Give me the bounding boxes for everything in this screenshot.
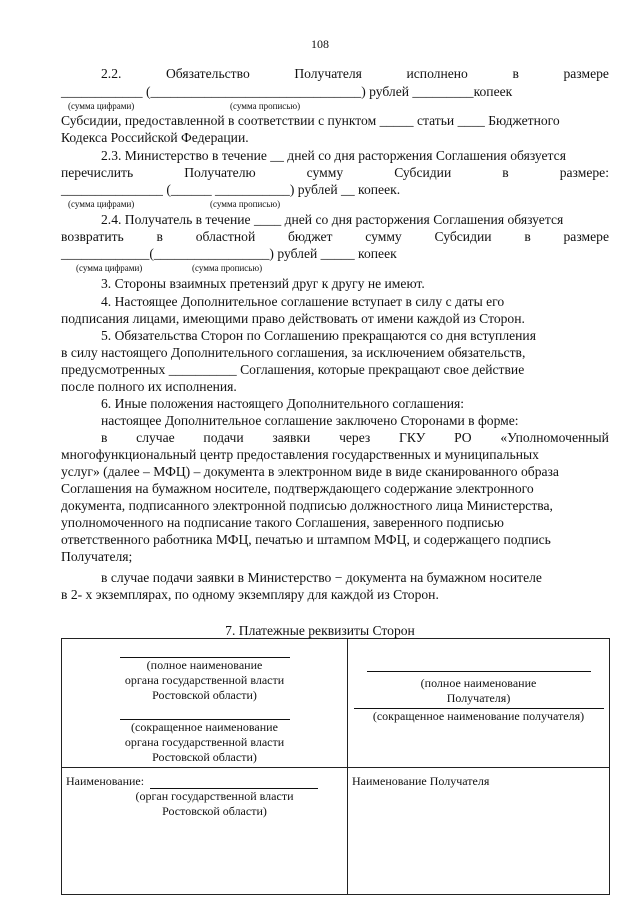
authority-full-name-caption: (полное наименование	[146, 658, 263, 672]
p5-line1: 5. Обязательства Сторон по Соглашению прекращаются со дня вступления	[101, 328, 536, 343]
p6-word: РО	[454, 430, 472, 445]
p6-word: «Уполномоченный	[500, 430, 609, 445]
p6-line1: 6. Иные положения настоящего Дополнительного соглашения:	[101, 396, 465, 411]
name-field-label: Наименование:	[66, 774, 145, 788]
recipient-full-name-caption: Получателя)	[446, 691, 511, 705]
authority-caption: (орган государственной власти	[135, 789, 294, 803]
p22-line4: Кодекса Российской Федерации.	[61, 130, 249, 145]
page-number: 108	[311, 37, 329, 51]
p6-line8: уполномоченного на подписание такого Соглашения, заверенного подписью	[61, 515, 504, 530]
p24-word: в	[156, 229, 163, 244]
p24-word: возвратить	[61, 229, 124, 244]
p6-word: случае	[136, 430, 175, 445]
caption-sum-digits: (сумма цифрами)	[76, 263, 143, 273]
p23-word: размере:	[559, 165, 609, 180]
p23-word: Субсидии	[394, 165, 452, 180]
authority-short-name-caption: Ростовской области)	[152, 750, 257, 764]
p24-line2	[61, 229, 609, 245]
p6-line12: в 2- х экземплярах, по одному экземпляру для каждой из Сторон.	[61, 587, 439, 602]
p23-word: Получателю	[184, 165, 256, 180]
p3-line: 3. Стороны взаимных претензий друг к другу не имеют.	[101, 276, 425, 291]
p6-word: через	[339, 430, 371, 445]
recipient-names-cell	[348, 639, 610, 768]
p6-word: подачи	[203, 430, 244, 445]
authority-full-name-caption: органа государственной власти	[124, 673, 285, 687]
p6-line7: документа, подписанного электронной подписью должностного лица Министерства,	[61, 498, 553, 513]
recipient-name-label: Наименование Получателя	[352, 774, 490, 788]
p24-word: сумму	[365, 229, 402, 244]
authority-short-name-caption: органа государственной власти	[124, 735, 285, 749]
table-title: 7. Платежные реквизиты Сторон	[225, 623, 415, 638]
p23-line3: _______________ (______ ___________) рублей __ копеек.	[61, 182, 401, 197]
p22-word: размере	[563, 66, 609, 81]
authority-caption: Ростовской области)	[162, 804, 267, 818]
p6-line9: ответственного работника МФЦ, печатью и штампом МФЦ, и содержащего подпись	[61, 532, 551, 547]
authority-full-name-caption: Ростовской области)	[152, 688, 257, 702]
p23-line2	[61, 165, 609, 181]
p4-line1: 4. Настоящее Дополнительное соглашение вступает в силу с даты его	[101, 294, 505, 309]
p24-word: в	[524, 229, 531, 244]
p22-word: Получателя	[294, 66, 362, 81]
p22-word: исполнено	[406, 66, 468, 81]
caption-sum-digits: (сумма цифрами)	[68, 199, 135, 209]
p24-line3: _____________(_________________) рублей _____ копеек	[61, 246, 397, 261]
p6-line5: услуг» (далее – МФЦ) – документа в электронном виде в виде сканированного образа	[61, 464, 559, 479]
p22-line1	[101, 66, 609, 82]
recipient-name-field-cell	[348, 768, 610, 895]
p23-line1: 2.3. Министерство в течение __ дней со дня расторжения Соглашения обязуется	[101, 148, 566, 163]
table-row	[62, 768, 610, 895]
p22-line3: Субсидии, предоставленной в соответствии с пунктом _____ статьи ____ Бюджетного	[61, 113, 560, 128]
caption-sum-words: (сумма прописью)	[192, 263, 263, 273]
p23-word: перечислить	[61, 165, 134, 180]
table-row	[62, 639, 610, 768]
p22-line2: ____________ (_______________________________) рублей _________копеек	[61, 84, 513, 99]
authority-short-name-caption: (сокращенное наименование	[131, 720, 278, 734]
p6-line2: настоящее Дополнительное соглашение заключено Сторонами в форме:	[101, 413, 519, 428]
p5-line3: предусмотренных __________ Соглашения, которые прекращают свое действие	[61, 362, 525, 377]
p24-line1: 2.4. Получатель в течение ____ дней со дня расторжения Соглашения обязуется	[101, 212, 564, 227]
caption-sum-digits: (сумма цифрами)	[68, 101, 135, 111]
p23-word: в	[502, 165, 509, 180]
recipient-short-name-caption: (сокращенное наименование получателя)	[372, 709, 585, 723]
recipient-full-name-caption: (полное наименование	[420, 676, 537, 690]
p6-line3	[101, 430, 609, 446]
p6-line6: Соглашения на бумажном носителе, подтверждающего содержание электронного	[61, 481, 534, 496]
name-field-line	[150, 776, 318, 789]
authority-name-field-cell	[62, 768, 348, 895]
authority-names-cell	[62, 639, 348, 768]
p22-word: Обязательство	[165, 66, 250, 81]
p5-line2: в силу настоящего Дополнительного соглашения, за исключением обязательств,	[61, 345, 526, 360]
p24-word: бюджет	[287, 229, 333, 244]
payment-details-table	[61, 638, 610, 895]
p24-word: Субсидии	[434, 229, 492, 244]
p6-line4: многофункциональный центр предоставления государственных и муниципальных	[61, 447, 539, 462]
p24-word: областной	[195, 229, 256, 244]
caption-sum-words: (сумма прописью)	[230, 101, 301, 111]
p6-line10: Получателя;	[61, 549, 133, 564]
p24-word: размере	[563, 229, 609, 244]
p6-line11: в случае подачи заявки в Министерство − документа на бумажном носителе	[101, 570, 542, 585]
p6-word: в	[101, 430, 108, 445]
p23-word: сумму	[306, 165, 344, 180]
caption-sum-words: (сумма прописью)	[210, 199, 281, 209]
p6-word: ГКУ	[399, 430, 426, 445]
signature-line	[367, 671, 591, 672]
p6-word: заявки	[272, 430, 311, 445]
p22-word: в	[512, 66, 519, 81]
p5-line4: после полного их исполнения.	[61, 379, 237, 394]
p4-line2: подписания лицами, имеющими право действовать от имени каждой из Сторон.	[61, 311, 525, 326]
p22-lead: 2.2.	[101, 66, 122, 81]
